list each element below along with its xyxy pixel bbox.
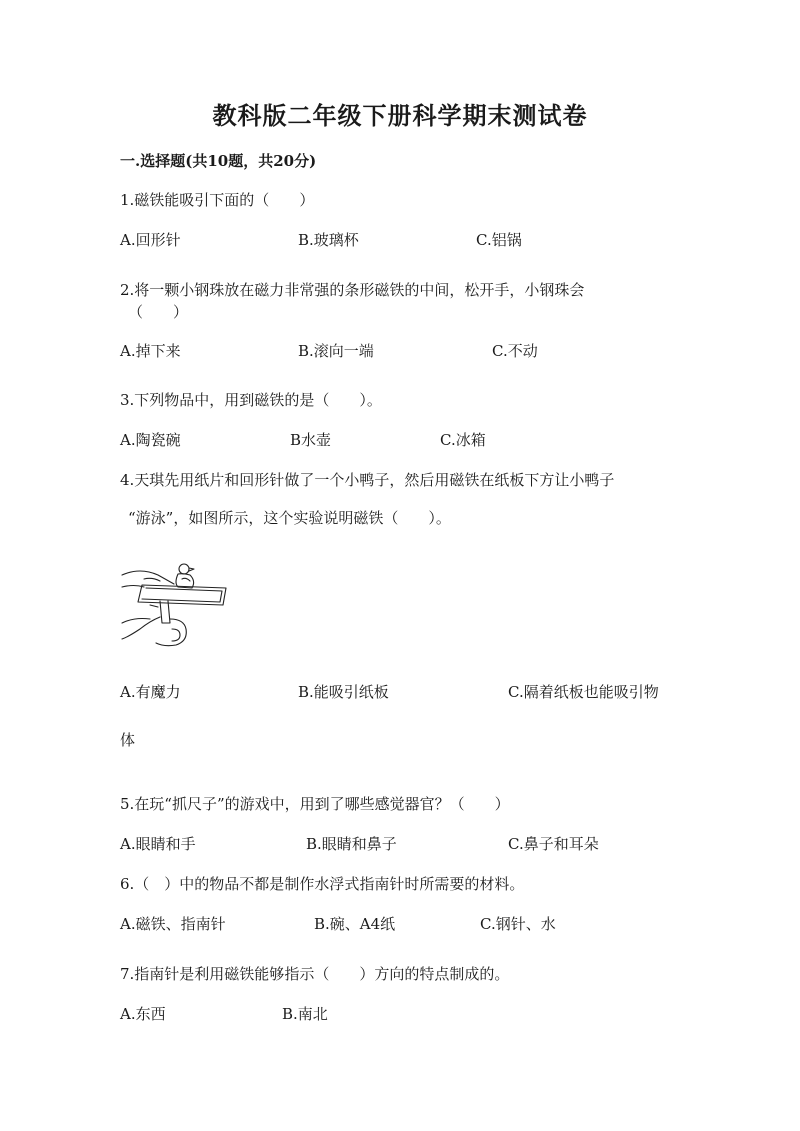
- q2-option-a[interactable]: A.掉下来: [120, 342, 181, 360]
- question-5-text: 5.在玩“抓尺子”的游戏中，用到了哪些感觉器官？（ ）: [120, 795, 510, 813]
- q7-option-a[interactable]: A.东西: [120, 1005, 166, 1023]
- question-3-text: 3.下列物品中，用到磁铁的是（ ）。: [120, 391, 382, 409]
- question-2-text-line1: 2.将一颗小钢珠放在磁力非常强的条形磁铁的中间，松开手，小钢珠会: [120, 281, 585, 299]
- question-6-text: 6.（ ）中的物品不都是制作水浮式指南针时所需要的材料。: [120, 875, 525, 893]
- exam-title: 教科版二年级下册科学期末测试卷: [212, 101, 588, 130]
- q5-option-c[interactable]: C.鼻子和耳朵: [508, 835, 599, 853]
- duck-magnet-illustration: [120, 557, 228, 649]
- q5-option-b[interactable]: B.眼睛和鼻子: [306, 835, 397, 853]
- q4-option-a[interactable]: A.有魔力: [120, 683, 181, 701]
- q6-option-c[interactable]: C.钢针、水: [480, 915, 556, 933]
- question-4-text-line1: 4.天琪先用纸片和回形针做了一个小鸭子，然后用磁铁在纸板下方让小鸭子: [120, 471, 615, 489]
- question-1-text: 1.磁铁能吸引下面的（ ）: [120, 191, 315, 209]
- q1-option-a[interactable]: A.回形针: [120, 231, 181, 249]
- q6-option-a[interactable]: A.磁铁、指南针: [120, 915, 226, 933]
- q6-option-b[interactable]: B.碗、A4纸: [314, 915, 396, 933]
- q3-option-a[interactable]: A.陶瓷碗: [120, 431, 181, 449]
- section-heading: 一.选择题(共10题，共20分): [120, 152, 317, 170]
- q2-option-b[interactable]: B.滚向一端: [298, 342, 374, 360]
- question-2-text-line2: （ ）: [128, 303, 189, 321]
- q3-option-b[interactable]: B水壶: [290, 431, 332, 449]
- q4-option-c-wrap: 体: [120, 731, 136, 749]
- question-4-text-line2: “游泳”，如图所示，这个实验说明磁铁（ ）。: [128, 509, 451, 527]
- q4-option-b[interactable]: B.能吸引纸板: [298, 683, 389, 701]
- q3-option-c[interactable]: C.冰箱: [440, 431, 486, 449]
- q1-option-b[interactable]: B.玻璃杯: [298, 231, 359, 249]
- q7-option-b[interactable]: B.南北: [282, 1005, 328, 1023]
- question-7-text: 7.指南针是利用磁铁能够指示（ ）方向的特点制成的。: [120, 965, 510, 983]
- q5-option-a[interactable]: A.眼睛和手: [120, 835, 196, 853]
- q2-option-c[interactable]: C.不动: [492, 342, 538, 360]
- q1-option-c[interactable]: C.铝锅: [476, 231, 522, 249]
- q4-option-c[interactable]: C.隔着纸板也能吸引物: [508, 683, 659, 701]
